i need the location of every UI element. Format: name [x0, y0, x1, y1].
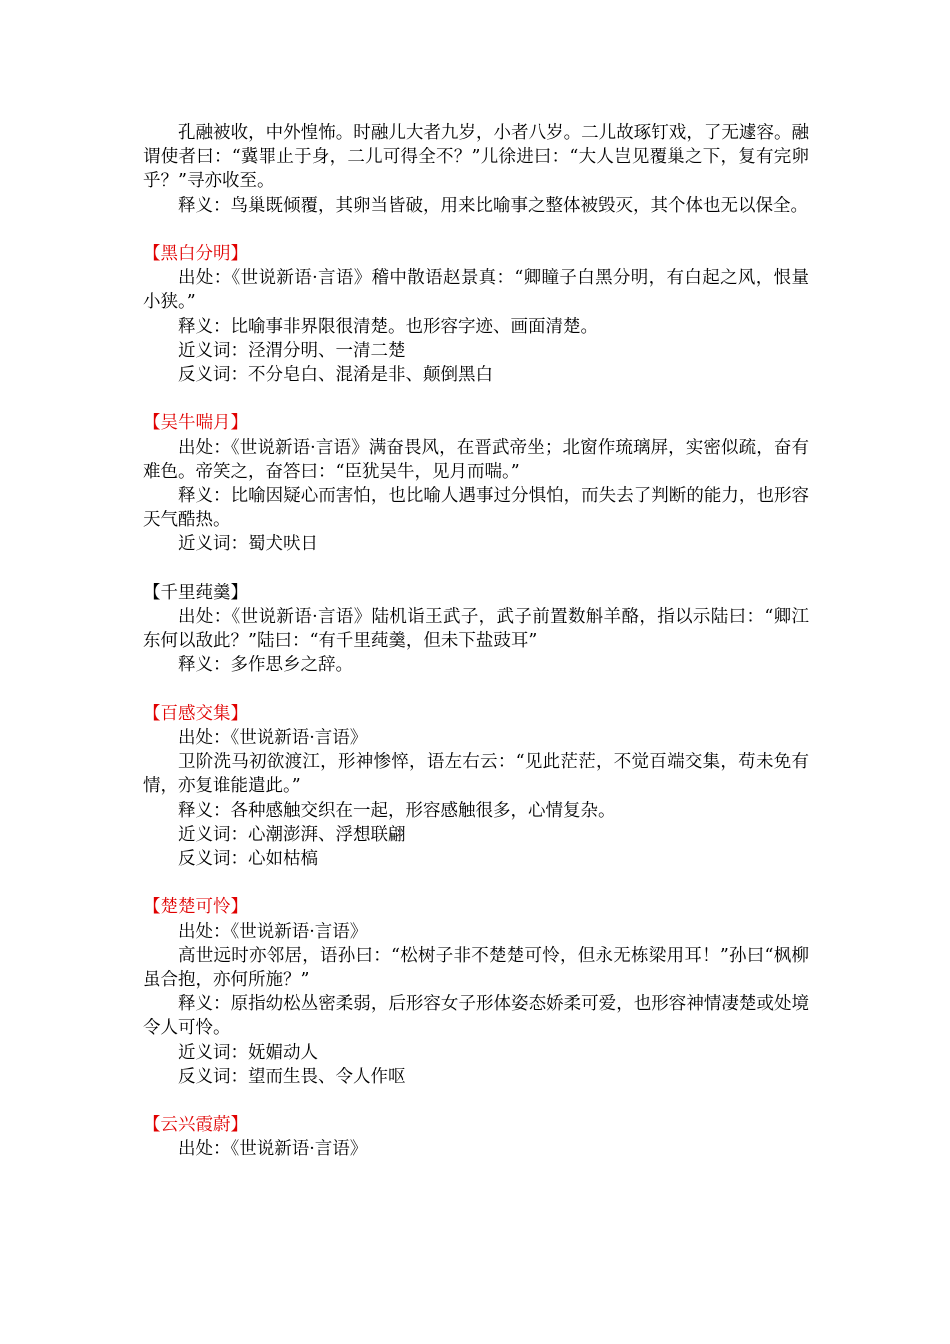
idiom-entry	[143, 242, 809, 387]
idiom-heading: 【云兴霞蔚】	[143, 1115, 248, 1136]
idiom-entry	[143, 895, 809, 1089]
intro-meaning: 释义：鸟巢既倾覆，其卵当皆破，用来比喻事之整体被毁灭，其个体也无以保全。	[178, 195, 808, 216]
idiom-entry	[143, 1113, 809, 1161]
idiom-heading: 【吴牛喘月】	[143, 413, 248, 434]
idiom-heading: 【楚楚可怜】	[143, 897, 248, 918]
entry-line: 近义词：心潮澎湃、浮想联翩	[178, 824, 406, 845]
entry-line: 出处：《世说新语·言语》陆机诣王武子，武子前置数斛羊酪，指以示陆曰：“卿江东何以敌此？”陆曰：“有千里莼羹，但未下盐豉耳”	[143, 607, 809, 652]
entry-line: 反义词：心如枯槁	[178, 849, 318, 870]
entry-line: 出处：《世说新语·言语》	[178, 728, 368, 749]
idiom-entry	[143, 581, 809, 678]
entry-line: 近义词：蜀犬吠日	[178, 534, 318, 555]
entry-line: 释义：多作思乡之辞。	[178, 655, 353, 676]
entry-line: 高世远时亦邻居，语孙曰：“松树子非不楚楚可怜，但永无栋梁用耳！”孙曰“枫柳虽合抱，亦何所施？”	[143, 945, 809, 991]
entry-line: 出处：《世说新语·言语》稽中散语赵景真：“卿瞳子白黑分明，有白起之风，恨量小狭。”	[143, 268, 809, 313]
idiom-heading: 【百感交集】	[143, 703, 248, 724]
entry-line: 释义：比喻因疑心而害怕，也比喻人遇事过分惧怕，而失去了判断的能力，也形容天气酷热。	[143, 486, 809, 531]
entry-line: 近义词：泾渭分明、一清二楚	[178, 340, 406, 361]
entry-line: 出处：《世说新语·言语》满奋畏风，在晋武帝坐；北窗作琉璃屏，实密似疏，奋有难色。帝笑之，奋答曰：“臣犹吴牛，见月而喘。”	[143, 437, 809, 482]
entry-line: 反义词：望而生畏、令人作呕	[178, 1066, 406, 1087]
entry-line: 反义词：不分皂白、混淆是非、颠倒黑白	[178, 365, 493, 386]
intro-story: 孔融被收，中外惶怖。时融儿大者九岁，小者八岁。二儿故琢钉戏，了无遽容。融谓使者曰：“冀罪止于身，二儿可得全不？”儿徐进曰：“大人岂见覆巢之下，复有完卵乎？”寻亦收至。	[143, 123, 809, 192]
entry-line: 近义词：妩媚动人	[178, 1042, 318, 1063]
entry-line: 卫阶洗马初欲渡江，形神惨悴，语左右云：“见此茫茫，不觉百端交集，苟未免有情，亦复谁能遣此。”	[143, 752, 809, 797]
idiom-heading: 【千里莼羹】	[143, 582, 248, 603]
entry-line: 出处：《世说新语·言语》	[178, 1139, 368, 1160]
idiom-entry	[143, 411, 809, 556]
entry-line: 释义：原指幼松丛密柔弱，后形容女子形体姿态娇柔可爱，也形容神情凄楚或处境令人可怜。	[143, 994, 809, 1039]
document-page	[143, 121, 809, 1162]
idiom-heading: 【黑白分明】	[143, 244, 248, 264]
entry-line: 释义：比喻事非界限很清楚。也形容字迹、画面清楚。	[178, 316, 598, 337]
entry-line: 出处：《世说新语·言语》	[178, 921, 368, 942]
idiom-entry	[143, 702, 809, 871]
entry-line: 释义：各种感触交织在一起，形容感触很多，心情复杂。	[178, 800, 616, 821]
